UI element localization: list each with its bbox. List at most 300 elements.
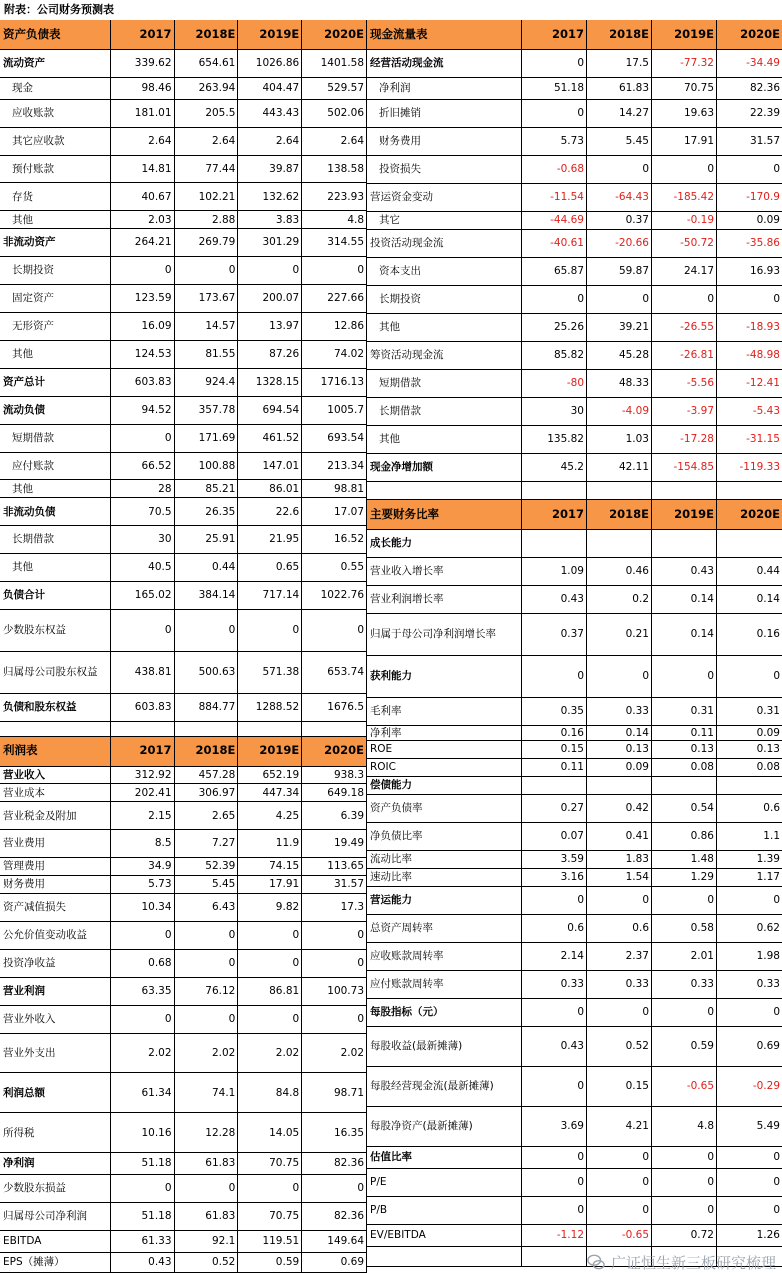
value-cell: 2.65	[175, 802, 239, 829]
value-cell: 0	[522, 1197, 587, 1224]
value-cell: 1.09	[522, 558, 587, 585]
table-row	[0, 285, 366, 313]
value-cell: 461.52	[238, 425, 302, 452]
value-cell: 61.83	[175, 1153, 239, 1174]
row-label: 经营活动现金流	[367, 50, 522, 77]
table-title: 利润表	[0, 737, 111, 766]
value-cell: 0.52	[175, 1253, 239, 1272]
value-cell: 51.18	[111, 1203, 175, 1230]
value-cell: 2.37	[587, 943, 652, 970]
table-row	[0, 694, 366, 722]
value-cell: 1.98	[756, 950, 780, 963]
value-cell	[522, 1247, 587, 1266]
value-cell: -119.33	[739, 461, 780, 474]
year-header: 2019E	[238, 20, 302, 49]
table-row	[367, 230, 782, 258]
year-header: 2018E	[175, 20, 239, 49]
value-cell: 2.64	[340, 134, 365, 147]
table-row	[0, 876, 366, 894]
table-caption: 附表：公司财务预测表	[4, 3, 114, 16]
value-cell: 34.9	[111, 858, 175, 875]
value-cell: 92.1	[175, 1231, 239, 1252]
value-cell: 0.62	[756, 922, 780, 935]
value-cell: 0	[357, 957, 365, 970]
table-row	[0, 100, 366, 128]
value-cell: 74.02	[333, 348, 365, 361]
value-cell: 0.44	[756, 565, 780, 578]
row-label: 每股经营现金流(最新摊薄)	[367, 1067, 522, 1106]
value-cell: 0.41	[587, 823, 652, 850]
value-cell: 0	[357, 929, 365, 942]
row-label: 短期借款	[0, 425, 111, 452]
value-cell: 0	[111, 257, 175, 284]
year-header: 2017	[522, 20, 587, 49]
value-cell: 0.58	[652, 915, 717, 942]
row-label: 无形资产	[0, 313, 111, 340]
value-cell: 19.49	[333, 837, 365, 850]
value-cell: 0.59	[238, 1253, 302, 1272]
value-cell: 45.28	[587, 342, 652, 369]
row-label: 资产总计	[0, 369, 111, 396]
value-cell: 0.42	[587, 795, 652, 822]
value-cell: 0	[238, 922, 302, 949]
row-label: 负债合计	[0, 582, 111, 609]
value-cell: 1401.58	[320, 57, 365, 70]
value-cell: 0.09	[756, 214, 780, 227]
row-label: 归属于母公司净利润增长率	[367, 614, 522, 655]
table-row	[367, 795, 782, 823]
row-label: 投资损失	[367, 156, 522, 183]
row-label: 其他	[0, 554, 111, 581]
value-cell: -35.86	[746, 237, 780, 250]
value-cell: 357.78	[175, 397, 239, 424]
value-cell: 3.83	[238, 211, 302, 228]
value-cell: 0.37	[587, 212, 652, 229]
table-row	[367, 586, 782, 614]
table-row	[0, 610, 366, 652]
table-row	[0, 50, 366, 78]
value-cell: -0.65	[587, 1225, 652, 1246]
table-row	[367, 50, 782, 78]
row-label: 归属母公司股东权益	[0, 652, 111, 693]
value-cell	[522, 482, 587, 499]
table-row	[367, 78, 782, 100]
value-cell: 384.14	[175, 582, 239, 609]
table-row	[0, 1006, 366, 1034]
value-cell: 0.09	[587, 759, 652, 776]
table-row	[367, 454, 782, 482]
value-cell: 0	[587, 156, 652, 183]
value-cell: 100.88	[175, 453, 239, 480]
value-cell: 81.55	[175, 341, 239, 368]
table-row	[0, 211, 366, 229]
table-row	[367, 482, 782, 500]
value-cell: -48.98	[746, 349, 780, 362]
table-header-row	[367, 500, 782, 530]
value-cell: 0	[587, 1169, 652, 1196]
value-cell: 649.18	[327, 786, 365, 799]
value-cell: 2.64	[111, 128, 175, 155]
value-cell: 40.67	[111, 183, 175, 210]
value-cell: 21.95	[238, 526, 302, 553]
row-label: 每股收益(最新摊薄)	[367, 1027, 522, 1066]
value-cell: 4.25	[238, 802, 302, 829]
value-cell: 39.21	[587, 314, 652, 341]
value-cell: 0	[522, 50, 587, 77]
value-cell: 70.75	[652, 78, 717, 99]
year-header: 2017	[522, 500, 587, 529]
value-cell: 12.28	[175, 1113, 239, 1152]
table-row	[0, 156, 366, 184]
table-row	[0, 1203, 366, 1231]
row-label: 资本支出	[367, 258, 522, 285]
table-row	[367, 184, 782, 212]
value-cell: 70.75	[238, 1203, 302, 1230]
value-cell: -170.9	[746, 191, 780, 204]
row-label: 负债和股东权益	[0, 694, 111, 721]
value-cell: 1.03	[587, 426, 652, 453]
row-label: 营业税金及附加	[0, 802, 111, 829]
table-row	[367, 558, 782, 586]
value-cell: 0	[773, 1151, 780, 1164]
value-cell: 113.65	[327, 860, 365, 873]
table-row	[0, 554, 366, 582]
value-cell: 447.34	[238, 784, 302, 801]
value-cell: 0.31	[756, 705, 780, 718]
value-cell: 0	[587, 656, 652, 697]
value-cell: -4.09	[587, 398, 652, 425]
row-label: 短期借款	[367, 370, 522, 397]
value-cell: 269.79	[175, 229, 239, 256]
table-row	[367, 887, 782, 915]
value-cell: 16.52	[333, 533, 365, 546]
value-cell: 457.28	[175, 767, 239, 784]
value-cell: 0	[238, 610, 302, 651]
value-cell: 119.51	[238, 1231, 302, 1252]
value-cell: 51.18	[522, 78, 587, 99]
row-label: 每股净资产(最新摊薄)	[367, 1107, 522, 1146]
value-cell: 14.05	[238, 1113, 302, 1152]
value-cell: 0	[652, 656, 717, 697]
table-row	[367, 1169, 782, 1197]
row-label: 现金净增加额	[367, 454, 522, 481]
value-cell: 2.88	[175, 211, 239, 228]
table-row	[367, 943, 782, 971]
row-label: 折旧摊销	[367, 100, 522, 127]
year-header: 2020E	[717, 20, 782, 49]
value-cell: 0.59	[652, 1027, 717, 1066]
value-cell: 693.54	[327, 431, 365, 444]
value-cell: 603.83	[111, 369, 175, 396]
value-cell: -18.93	[746, 321, 780, 334]
value-cell: 173.67	[175, 285, 239, 312]
value-cell: 3.59	[522, 851, 587, 868]
table-row	[0, 498, 366, 526]
table-row	[0, 397, 366, 425]
value-cell: 0	[111, 922, 175, 949]
value-cell: 1005.7	[327, 403, 365, 416]
value-cell: 1.54	[587, 869, 652, 886]
value-cell: 1.17	[756, 871, 780, 884]
value-cell: 404.47	[238, 78, 302, 99]
value-cell: 149.64	[327, 1235, 365, 1248]
row-label: 净利润	[0, 1153, 111, 1174]
value-cell: 61.34	[111, 1073, 175, 1112]
value-cell: 306.97	[175, 784, 239, 801]
row-label: 净利率	[367, 726, 522, 740]
table-row	[367, 1027, 782, 1067]
value-cell	[522, 777, 587, 794]
value-cell	[587, 530, 652, 557]
value-cell: 0.14	[756, 593, 780, 606]
table-row	[367, 258, 782, 286]
table-row	[0, 369, 366, 397]
table-row	[0, 1113, 366, 1153]
row-label: 非流动资产	[0, 229, 111, 256]
value-cell: 924.4	[175, 369, 239, 396]
value-cell: 147.01	[238, 453, 302, 480]
row-label: 应付账款周转率	[367, 971, 522, 998]
value-cell: -50.72	[652, 230, 717, 257]
value-cell: 0	[522, 1169, 587, 1196]
value-cell: -26.55	[652, 314, 717, 341]
table-row	[0, 978, 366, 1006]
table-row	[367, 1147, 782, 1169]
row-label: 资产负债率	[367, 795, 522, 822]
value-cell: 52.39	[175, 858, 239, 875]
value-cell	[587, 777, 652, 794]
value-cell: 264.21	[111, 229, 175, 256]
row-label: EV/EBITDA	[367, 1225, 522, 1246]
value-cell: 2.64	[238, 128, 302, 155]
row-label: 营业费用	[0, 830, 111, 857]
value-cell: 1288.52	[238, 694, 302, 721]
value-cell: 102.21	[175, 183, 239, 210]
value-cell: 0	[652, 156, 717, 183]
value-cell: 0.6	[587, 915, 652, 942]
row-label: 其他	[367, 314, 522, 341]
table-row	[0, 582, 366, 610]
value-cell: 26.35	[175, 498, 239, 525]
row-label: 长期投资	[367, 286, 522, 313]
value-cell: 0.72	[652, 1225, 717, 1246]
value-cell: 0	[111, 1006, 175, 1033]
value-cell: 61.83	[587, 78, 652, 99]
value-cell: 0	[652, 1197, 717, 1224]
table-header-row	[0, 737, 366, 767]
table-row	[0, 1253, 366, 1273]
value-cell: 0	[773, 1006, 780, 1019]
value-cell: 17.5	[587, 50, 652, 77]
value-cell: 135.82	[522, 426, 587, 453]
value-cell: 25.91	[175, 526, 239, 553]
value-cell: 314.55	[327, 236, 365, 249]
value-cell: 85.82	[522, 342, 587, 369]
value-cell: 0	[522, 887, 587, 914]
value-cell: 0	[357, 1012, 365, 1025]
table-row	[367, 999, 782, 1027]
table-row	[0, 722, 366, 737]
table-title: 现金流量表	[367, 20, 522, 49]
value-cell: 0.43	[522, 586, 587, 613]
value-cell: 2.01	[652, 943, 717, 970]
row-label: 其他	[0, 211, 111, 228]
value-cell: 1.39	[756, 853, 780, 866]
value-cell: 0	[587, 1197, 652, 1224]
table-row	[0, 830, 366, 858]
value-cell: 19.63	[652, 100, 717, 127]
table-row	[0, 183, 366, 211]
value-cell: 1.29	[652, 869, 717, 886]
value-cell: 0.08	[652, 759, 717, 776]
value-cell: 7.27	[175, 830, 239, 857]
value-cell: 0	[652, 286, 717, 313]
value-cell: 17.91	[652, 128, 717, 155]
value-cell: 171.69	[175, 425, 239, 452]
value-cell: 40.5	[111, 554, 175, 581]
value-cell: 5.73	[111, 876, 175, 893]
table-row	[367, 777, 782, 795]
value-cell: -5.56	[652, 370, 717, 397]
value-cell: 98.71	[333, 1086, 365, 1099]
value-cell: 0	[652, 999, 717, 1026]
value-cell: 1328.15	[238, 369, 302, 396]
value-cell: 4.8	[347, 213, 365, 226]
row-label: 长期借款	[0, 526, 111, 553]
value-cell: 2.02	[175, 1034, 239, 1073]
value-cell: 0.69	[756, 1040, 780, 1053]
row-label: 每股指标（元）	[367, 999, 522, 1026]
value-cell	[175, 722, 239, 736]
table-row	[367, 212, 782, 230]
value-cell: -0.29	[752, 1080, 780, 1093]
value-cell: 30	[111, 526, 175, 553]
table-row	[367, 915, 782, 943]
value-cell: 312.92	[111, 767, 175, 784]
value-cell: 0.33	[587, 971, 652, 998]
value-cell: 1716.13	[320, 376, 365, 388]
row-label: 少数股东权益	[0, 610, 111, 651]
row-label: 总资产周转率	[367, 915, 522, 942]
row-label: 成长能力	[367, 530, 522, 557]
value-cell: -26.81	[652, 342, 717, 369]
value-cell	[652, 530, 717, 557]
value-cell: 500.63	[175, 652, 239, 693]
row-label: P/E	[367, 1169, 522, 1196]
value-cell: 25.26	[522, 314, 587, 341]
value-cell: 0	[175, 610, 239, 651]
value-cell: 98.46	[111, 78, 175, 99]
value-cell: 84.8	[238, 1073, 302, 1112]
value-cell: 0.08	[756, 761, 780, 774]
row-label: EBITDA	[0, 1231, 111, 1252]
value-cell: 94.52	[111, 397, 175, 424]
row-label: 其他	[0, 480, 111, 497]
value-cell: 17.07	[333, 505, 365, 518]
value-cell: 0.43	[652, 558, 717, 585]
value-cell: 0	[587, 1147, 652, 1168]
value-cell: 652.19	[238, 767, 302, 784]
table-row	[367, 100, 782, 128]
value-cell: 22.39	[749, 107, 780, 120]
value-cell: 14.81	[111, 156, 175, 183]
value-cell: 2.03	[111, 211, 175, 228]
value-cell: 0	[357, 1182, 365, 1195]
value-cell: 1.1	[763, 830, 780, 843]
value-cell: 0	[175, 257, 239, 284]
row-label: 现金	[0, 78, 111, 99]
table-header-row	[0, 20, 366, 50]
value-cell: 339.62	[111, 50, 175, 77]
row-label: 其它应收款	[0, 128, 111, 155]
value-cell: 0.86	[652, 823, 717, 850]
value-cell: 0.11	[522, 759, 587, 776]
value-cell: 529.57	[327, 81, 365, 94]
value-cell: -3.97	[652, 398, 717, 425]
value-cell: -44.69	[522, 212, 587, 229]
value-cell: 0	[587, 286, 652, 313]
value-cell	[587, 482, 652, 499]
value-cell	[652, 777, 717, 794]
value-cell: 0.21	[587, 614, 652, 655]
row-label	[367, 1247, 522, 1266]
value-cell: 70.5	[111, 498, 175, 525]
value-cell: 1026.86	[238, 50, 302, 77]
table-row	[0, 425, 366, 453]
value-cell: 39.87	[238, 156, 302, 183]
value-cell: 603.83	[111, 694, 175, 721]
value-cell: 0.13	[756, 743, 780, 756]
value-cell: 8.5	[111, 830, 175, 857]
row-label: 其它	[367, 212, 522, 229]
value-cell: 138.58	[327, 162, 365, 175]
row-label: 其他	[0, 341, 111, 368]
value-cell: 2.02	[238, 1034, 302, 1073]
value-cell: 0	[111, 425, 175, 452]
value-cell: 0.14	[652, 586, 717, 613]
value-cell: 31.57	[333, 878, 365, 891]
row-label: 营业外支出	[0, 1034, 111, 1073]
table-row	[367, 314, 782, 342]
value-cell: 6.43	[175, 894, 239, 921]
value-cell: 4.21	[587, 1107, 652, 1146]
table-row	[0, 1073, 366, 1113]
value-cell: 443.43	[238, 100, 302, 127]
row-label: 营业成本	[0, 784, 111, 801]
value-cell: -0.68	[522, 156, 587, 183]
financial-forecast-table	[0, 20, 782, 1273]
value-cell: 14.57	[175, 313, 239, 340]
value-cell: 0.52	[587, 1027, 652, 1066]
row-label: 营业收入	[0, 767, 111, 784]
value-cell: 0	[238, 950, 302, 977]
table-row	[0, 341, 366, 369]
value-cell: 87.26	[238, 341, 302, 368]
value-cell: 132.62	[238, 183, 302, 210]
row-label: 营业利润	[0, 978, 111, 1005]
row-label: 存货	[0, 183, 111, 210]
year-header: 2020E	[717, 500, 782, 529]
value-cell: 0.11	[652, 726, 717, 740]
value-cell: -154.85	[652, 454, 717, 481]
row-label: 少数股东损益	[0, 1175, 111, 1202]
value-cell: -0.19	[652, 212, 717, 229]
row-label: 财务费用	[367, 128, 522, 155]
year-header: 2019E	[652, 500, 717, 529]
value-cell: 28	[111, 480, 175, 497]
row-label: ROE	[367, 741, 522, 758]
year-header: 2017	[111, 737, 175, 766]
